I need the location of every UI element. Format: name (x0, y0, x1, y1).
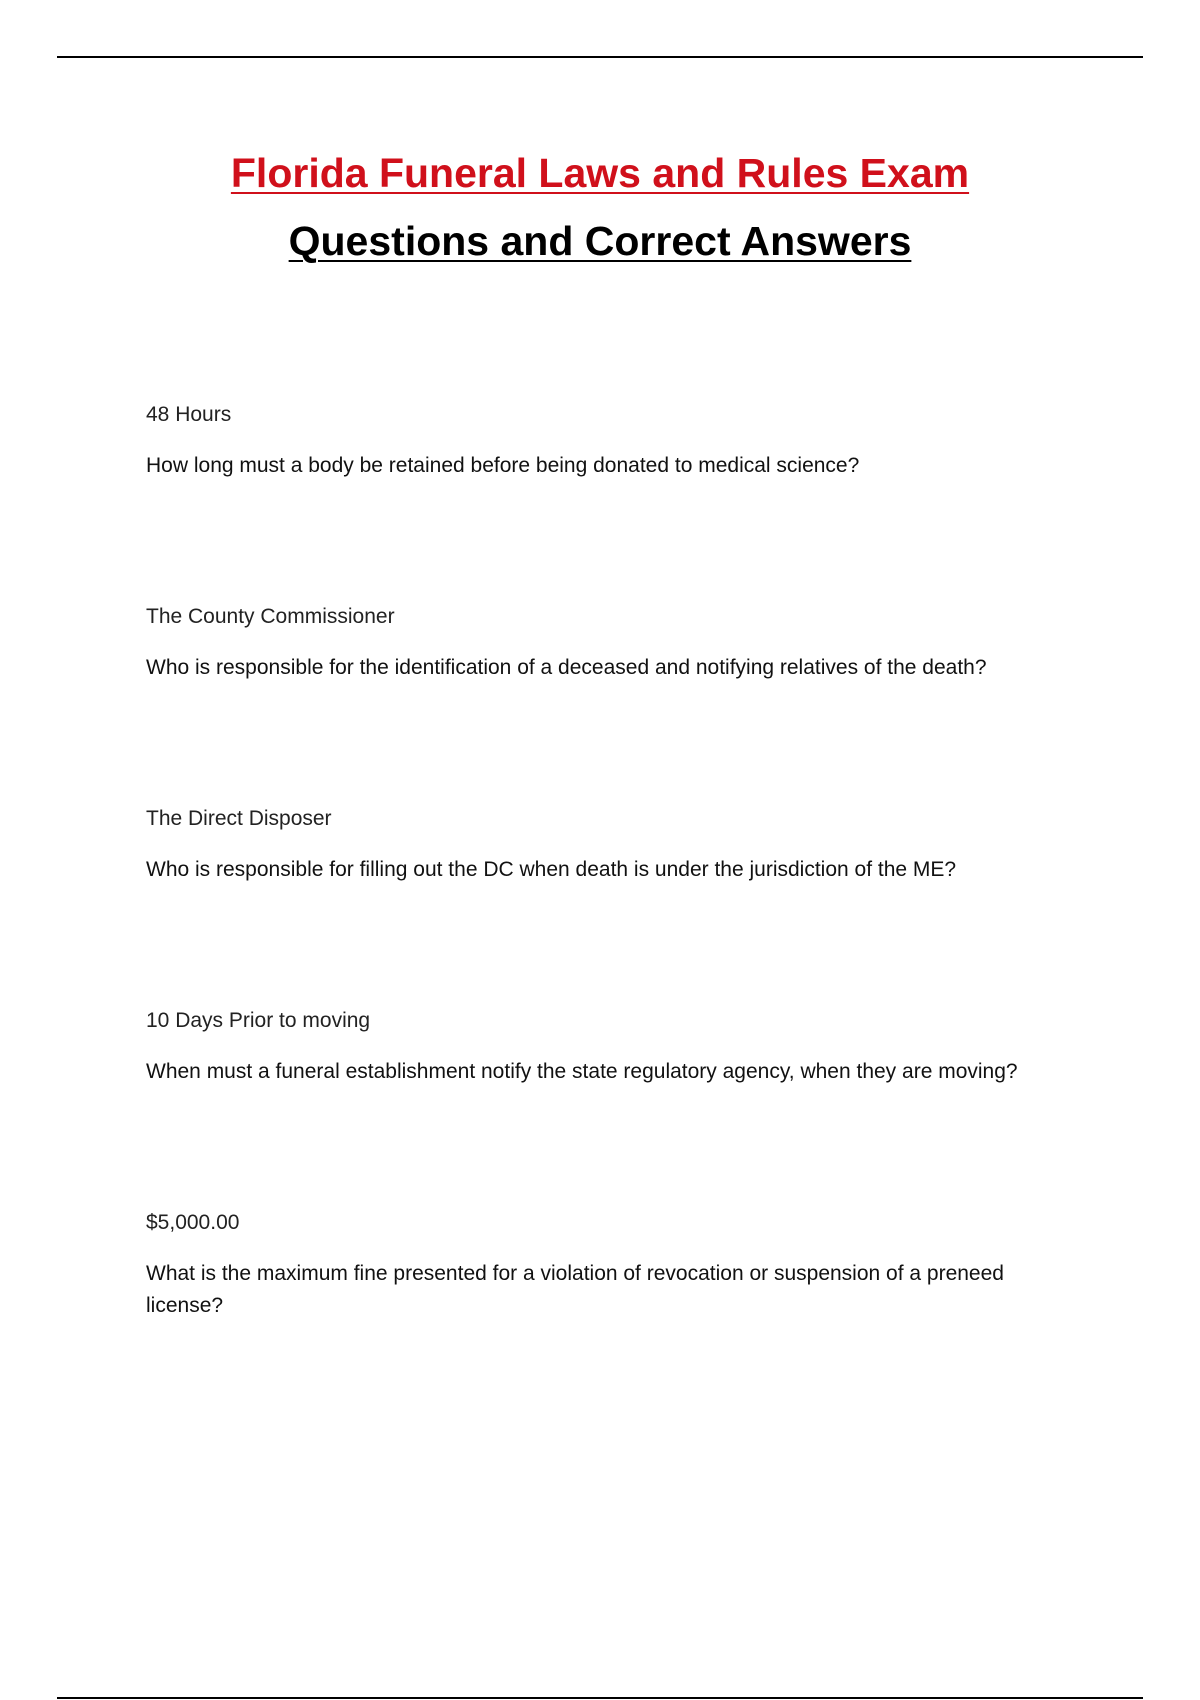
question-text: What is the maximum fine presented for a violation of revocation or suspension of a preneed license? (146, 1262, 1004, 1317)
qa-item (146, 1006, 1086, 1088)
answer-text: $5,000.00 (146, 1211, 240, 1234)
answer-text: The Direct Disposer (146, 807, 332, 830)
qa-item (146, 602, 1086, 684)
title-block (0, 148, 1200, 266)
bottom-rule (57, 1697, 1143, 1699)
question-text: How long must a body be retained before being donated to medical science? (146, 454, 860, 477)
qa-item (146, 804, 1086, 886)
document-subtitle: Questions and Correct Answers (288, 218, 912, 264)
answer-text: 48 Hours (146, 403, 232, 426)
qa-item (146, 1208, 1086, 1322)
question-text: When must a funeral establishment notify the state regulatory agency, when they are moving? (146, 1060, 1018, 1083)
answer-text: The County Commissioner (146, 605, 395, 628)
document-title: Florida Funeral Laws and Rules Exam (230, 150, 970, 196)
answer-text: 10 Days Prior to moving (146, 1009, 371, 1032)
qa-item (146, 400, 1086, 482)
top-rule (57, 56, 1143, 58)
question-text: Who is responsible for the identification of a deceased and notifying relatives of the death? (146, 656, 987, 679)
question-text: Who is responsible for filling out the DC when death is under the jurisdiction of the ME? (146, 858, 957, 881)
